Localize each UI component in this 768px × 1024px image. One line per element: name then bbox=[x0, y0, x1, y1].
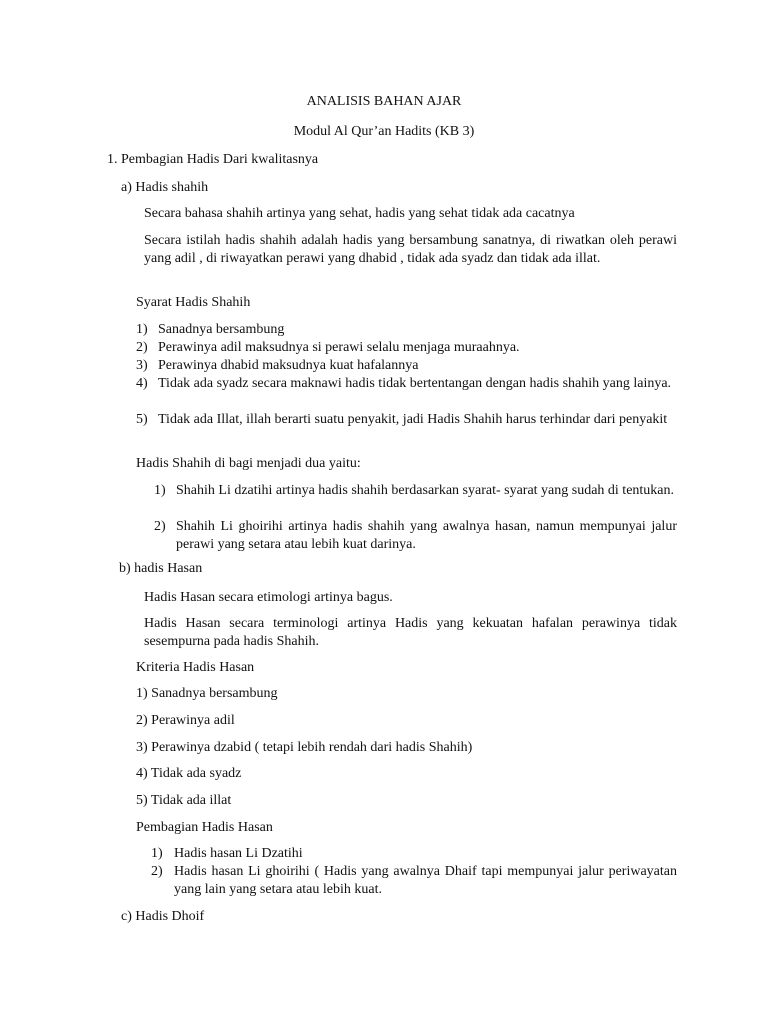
syarat-item-4: Tidak ada syadz secara maknawi hadis tidak bertentangan dengan hadis shahih yang lainya. bbox=[158, 376, 672, 391]
pembagian-hasan-heading: Pembagian Hadis Hasan bbox=[136, 820, 273, 835]
page-title: ANALISIS BAHAN AJAR bbox=[306, 94, 462, 109]
syarat-number-2: 2) bbox=[136, 340, 148, 355]
pembagian-hasan-item-1: Hadis hasan Li Dzatihi bbox=[174, 846, 303, 861]
kriteria-item-5: 5) Tidak ada illat bbox=[136, 793, 232, 808]
subsection-a-heading: a) Hadis shahih bbox=[121, 180, 209, 195]
subsection-b-heading: b) hadis Hasan bbox=[119, 561, 203, 576]
syarat-number-4: 4) bbox=[136, 376, 148, 391]
page-subtitle: Modul Al Qur’an Hadits (KB 3) bbox=[293, 124, 475, 139]
definition-terminologi: Hadis Hasan secara terminologi artinya Hadis yang kekuatan hafalan perawinya tidak sesempurna pada hadis Shahih. bbox=[144, 616, 677, 649]
definition-etimologi: Hadis Hasan secara etimologi artinya bagus. bbox=[144, 590, 393, 605]
kriteria-item-1: 1) Sanadnya bersambung bbox=[136, 686, 278, 701]
subsection-c-heading: c) Hadis Dhoif bbox=[121, 909, 205, 924]
syarat-item-3: Perawinya dhabid maksudnya kuat hafalannya bbox=[158, 358, 419, 373]
kriteria-heading: Kriteria Hadis Hasan bbox=[136, 660, 255, 675]
section-1-heading: 1. Pembagian Hadis Dari kwalitasnya bbox=[107, 152, 319, 167]
syarat-number-5: 5) bbox=[136, 412, 148, 427]
syarat-number-3: 3) bbox=[136, 358, 148, 373]
pembagian-shahih-number-2: 2) bbox=[154, 519, 166, 534]
kriteria-item-3: 3) Perawinya dzabid ( tetapi lebih rendah dari hadis Shahih) bbox=[136, 740, 473, 755]
syarat-item-1: Sanadnya bersambung bbox=[158, 322, 285, 337]
syarat-item-2: Perawinya adil maksudnya si perawi selalu menjaga muraahnya. bbox=[158, 340, 520, 355]
kriteria-item-2: 2) Perawinya adil bbox=[136, 713, 235, 728]
pembagian-shahih-heading: Hadis Shahih di bagi menjadi dua yaitu: bbox=[136, 456, 361, 471]
pembagian-shahih-item-1: Shahih Li dzatihi artinya hadis shahih berdasarkan syarat- syarat yang sudah di tentukan. bbox=[176, 483, 675, 498]
pembagian-shahih-number-1: 1) bbox=[154, 483, 166, 498]
pembagian-hasan-item-2: Hadis hasan Li ghoirihi ( Hadis yang awalnya Dhaif tapi mempunyai jalur periwayatan yang lain yang setara atau lebih kuat. bbox=[174, 864, 677, 897]
definition-istilah: Secara istilah hadis shahih adalah hadis yang bersambung sanatnya, di riwatkan oleh perawi yang adil , di riwayatkan perawi yang dhabid , tidak ada syadz dan tidak ada illat. bbox=[144, 233, 677, 266]
syarat-item-5: Tidak ada Illat, illah berarti suatu penyakit, jadi Hadis Shahih harus terhindar dari penyakit bbox=[158, 412, 668, 427]
kriteria-item-4: 4) Tidak ada syadz bbox=[136, 766, 242, 781]
syarat-heading: Syarat Hadis Shahih bbox=[136, 295, 251, 310]
definition-bahasa: Secara bahasa shahih artinya yang sehat, hadis yang sehat tidak ada cacatnya bbox=[144, 206, 575, 221]
pembagian-hasan-number-2: 2) bbox=[151, 864, 163, 879]
syarat-number-1: 1) bbox=[136, 322, 148, 337]
pembagian-hasan-number-1: 1) bbox=[151, 846, 163, 861]
pembagian-shahih-item-2: Shahih Li ghoirihi artinya hadis shahih yang awalnya hasan, namun mempunyai jalur perawi yang setara atau lebih kuat darinya. bbox=[176, 519, 677, 552]
